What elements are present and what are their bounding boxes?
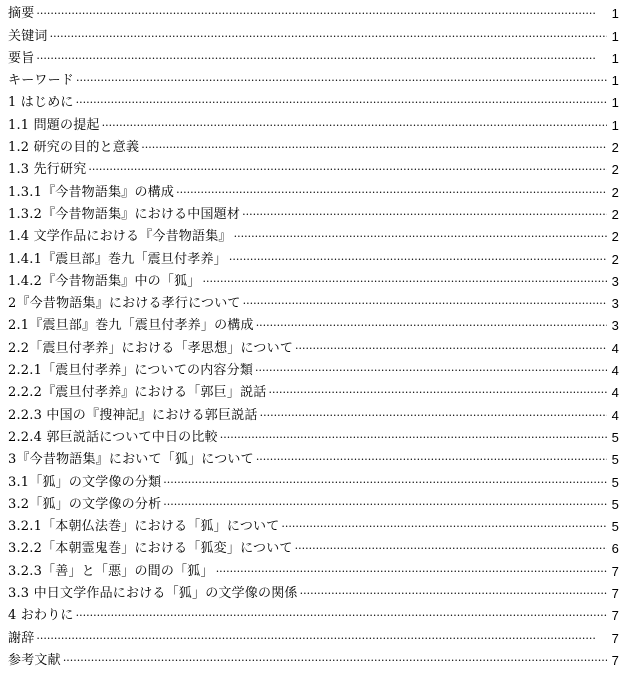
toc-dot-leader: [176, 185, 607, 201]
toc-entry-title: キーワード: [8, 73, 75, 89]
toc-dot-leader: [76, 73, 607, 89]
toc-entry-page-number: 4: [611, 407, 619, 423]
toc-entry-title: 关键词: [8, 28, 48, 44]
toc-dot-leader: [102, 118, 607, 134]
toc-entry-title: 1.1 問題の提起: [8, 117, 100, 133]
toc-dot-leader: [256, 318, 607, 334]
toc-dot-leader: [268, 385, 607, 401]
toc-dot-leader: [88, 162, 607, 178]
toc-entry[interactable]: [8, 223, 619, 245]
toc-entry-page-number: 3: [611, 273, 619, 289]
toc-dot-leader: [76, 95, 607, 111]
toc-dot-leader: [202, 274, 607, 290]
toc-dot-leader: [295, 541, 607, 557]
toc-dot-leader: [242, 207, 607, 223]
toc-entry[interactable]: [8, 134, 619, 156]
toc-entry-title: 3.2「狐」の文学像の分析: [8, 496, 162, 512]
toc-entry-title: 2.2.3 中国の『搜神記』における郭巨説話: [8, 407, 258, 423]
toc-entry[interactable]: [8, 268, 619, 290]
toc-entry[interactable]: [8, 446, 619, 468]
toc-entry[interactable]: [8, 156, 619, 178]
toc-entry-title: 摘要: [8, 6, 35, 22]
toc-entry-page-number: 2: [611, 229, 619, 245]
toc-entry-page-number: 1: [611, 6, 619, 22]
toc-dot-leader: [163, 497, 607, 513]
toc-entry-page-number: 2: [611, 184, 619, 200]
toc-dot-leader: [281, 519, 607, 535]
toc-dot-leader: [50, 29, 607, 45]
toc-entry[interactable]: [8, 557, 619, 579]
toc-entry-page-number: 2: [611, 140, 619, 156]
toc-entry[interactable]: [8, 22, 619, 44]
toc-entry-title: 2.1『震旦部』巻九「震旦付孝养」の構成: [8, 318, 254, 334]
toc-entry[interactable]: [8, 513, 619, 535]
toc-entry-page-number: 7: [611, 652, 619, 668]
toc-dot-leader: [260, 408, 607, 424]
toc-entry[interactable]: [8, 312, 619, 334]
toc-entry-title: 1.4.1『震旦部』巻九「震旦付孝养」: [8, 251, 227, 267]
toc-entry-page-number: 2: [611, 206, 619, 222]
toc-entry-page-number: 5: [611, 452, 619, 468]
toc-entry[interactable]: [8, 468, 619, 490]
toc-entry-page-number: 1: [611, 95, 619, 111]
toc-dot-leader: [234, 229, 607, 245]
toc-entry-title: 2.2「震旦付孝养」における「孝思想」について: [8, 340, 294, 356]
toc-dot-leader: [220, 430, 607, 446]
toc-entry-page-number: 6: [611, 541, 619, 557]
toc-entry[interactable]: [8, 647, 619, 669]
toc-entry[interactable]: [8, 201, 619, 223]
toc-dot-leader: [76, 608, 607, 624]
toc-entry[interactable]: [8, 45, 619, 67]
toc-dot-leader: [36, 631, 607, 647]
toc-dot-leader: [63, 653, 607, 669]
toc-entry-title: 2.2.2『震旦付孝养』における「郭巨」説話: [8, 385, 267, 401]
toc-entry-page-number: 7: [611, 608, 619, 624]
toc-entry-title: 3.2.1「本朝仏法巻」における「狐」について: [8, 519, 280, 535]
toc-entry[interactable]: [8, 89, 619, 111]
toc-entry-page-number: 4: [611, 340, 619, 356]
toc-dot-leader: [216, 564, 607, 580]
toc-entry-title: 1.3 先行研究: [8, 162, 87, 178]
toc-dot-leader: [256, 452, 607, 468]
toc-entry[interactable]: [8, 111, 619, 133]
toc-entry-title: 3.2.3「善」と「悪」の間の「狐」: [8, 563, 214, 579]
toc-entry[interactable]: [8, 379, 619, 401]
toc-entry[interactable]: [8, 334, 619, 356]
toc-entry-title: 2.2.4 郭巨説話について中日の比較: [8, 429, 218, 445]
toc-entry[interactable]: [8, 290, 619, 312]
toc-entry-title: 要旨: [8, 50, 35, 66]
toc-entry[interactable]: [8, 602, 619, 624]
toc-dot-leader: [255, 363, 607, 379]
toc-entry-page-number: 2: [611, 162, 619, 178]
toc-dot-leader: [163, 475, 607, 491]
toc-entry-page-number: 1: [611, 117, 619, 133]
toc-entry-title: 1.3.1『今昔物語集』の構成: [8, 184, 175, 200]
toc-entry[interactable]: [8, 67, 619, 89]
toc-entry[interactable]: [8, 580, 619, 602]
toc-entry-page-number: 2: [611, 251, 619, 267]
toc-entry-title: 2.2.1「震旦付孝养」についての内容分類: [8, 363, 254, 379]
toc-entry-title: 3『今昔物語集』において「狐」について: [8, 452, 254, 468]
toc-dot-leader: [295, 341, 607, 357]
toc-entry-title: 1 はじめに: [8, 95, 74, 111]
toc-entry-page-number: 7: [611, 586, 619, 602]
toc-entry-title: 4 おわりに: [8, 608, 74, 624]
toc-entry-page-number: 4: [611, 363, 619, 379]
toc-entry-page-number: 4: [611, 385, 619, 401]
toc-entry-title: 3.1「狐」の文学像の分類: [8, 474, 162, 490]
toc-entry-title: 1.2 研究の目的と意義: [8, 140, 140, 156]
toc-entry-page-number: 5: [611, 474, 619, 490]
toc-entry[interactable]: [8, 424, 619, 446]
toc-entry-page-number: 5: [611, 519, 619, 535]
toc-entry-title: 3.2.2「本朝霊鬼巻」における「狐変」について: [8, 541, 293, 557]
toc-entry-page-number: 7: [611, 563, 619, 579]
toc-entry[interactable]: [8, 0, 619, 22]
toc-dot-leader: [243, 296, 607, 312]
toc-entry[interactable]: [8, 491, 619, 513]
toc-entry-title: 謝辞: [8, 630, 35, 646]
toc-entry-page-number: 1: [611, 73, 619, 89]
toc-entry-page-number: 5: [611, 429, 619, 445]
toc-dot-leader: [36, 6, 607, 22]
toc-entry-title: 1.4 文学作品における『今昔物語集』: [8, 229, 232, 245]
toc-dot-leader: [229, 252, 607, 268]
toc-entry[interactable]: [8, 535, 619, 557]
toc-entry[interactable]: [8, 178, 619, 200]
toc-entry-title: 1.3.2『今昔物語集』における中国題材: [8, 206, 241, 222]
toc-entry-title: 1.4.2『今昔物語集』中の「狐」: [8, 273, 201, 289]
toc-entry-title: 2『今昔物語集』における孝行について: [8, 296, 241, 312]
toc-entry-page-number: 1: [611, 50, 619, 66]
toc-entry-title: 3.3 中日文学作品における「狐」の文学像の関係: [8, 586, 298, 602]
toc-dot-leader: [300, 586, 607, 602]
toc-entry-page-number: 1: [611, 28, 619, 44]
toc-entry[interactable]: [8, 624, 619, 646]
toc-entry-page-number: 5: [611, 496, 619, 512]
toc-entry-page-number: 7: [611, 630, 619, 646]
toc-entry-page-number: 3: [611, 296, 619, 312]
toc-entry-title: 参考文献: [8, 652, 61, 668]
toc-dot-leader: [141, 140, 607, 156]
toc-entry[interactable]: [8, 245, 619, 267]
toc-entry[interactable]: [8, 401, 619, 423]
toc-dot-leader: [36, 51, 607, 67]
toc-entry[interactable]: [8, 357, 619, 379]
toc-entry-page-number: 3: [611, 318, 619, 334]
